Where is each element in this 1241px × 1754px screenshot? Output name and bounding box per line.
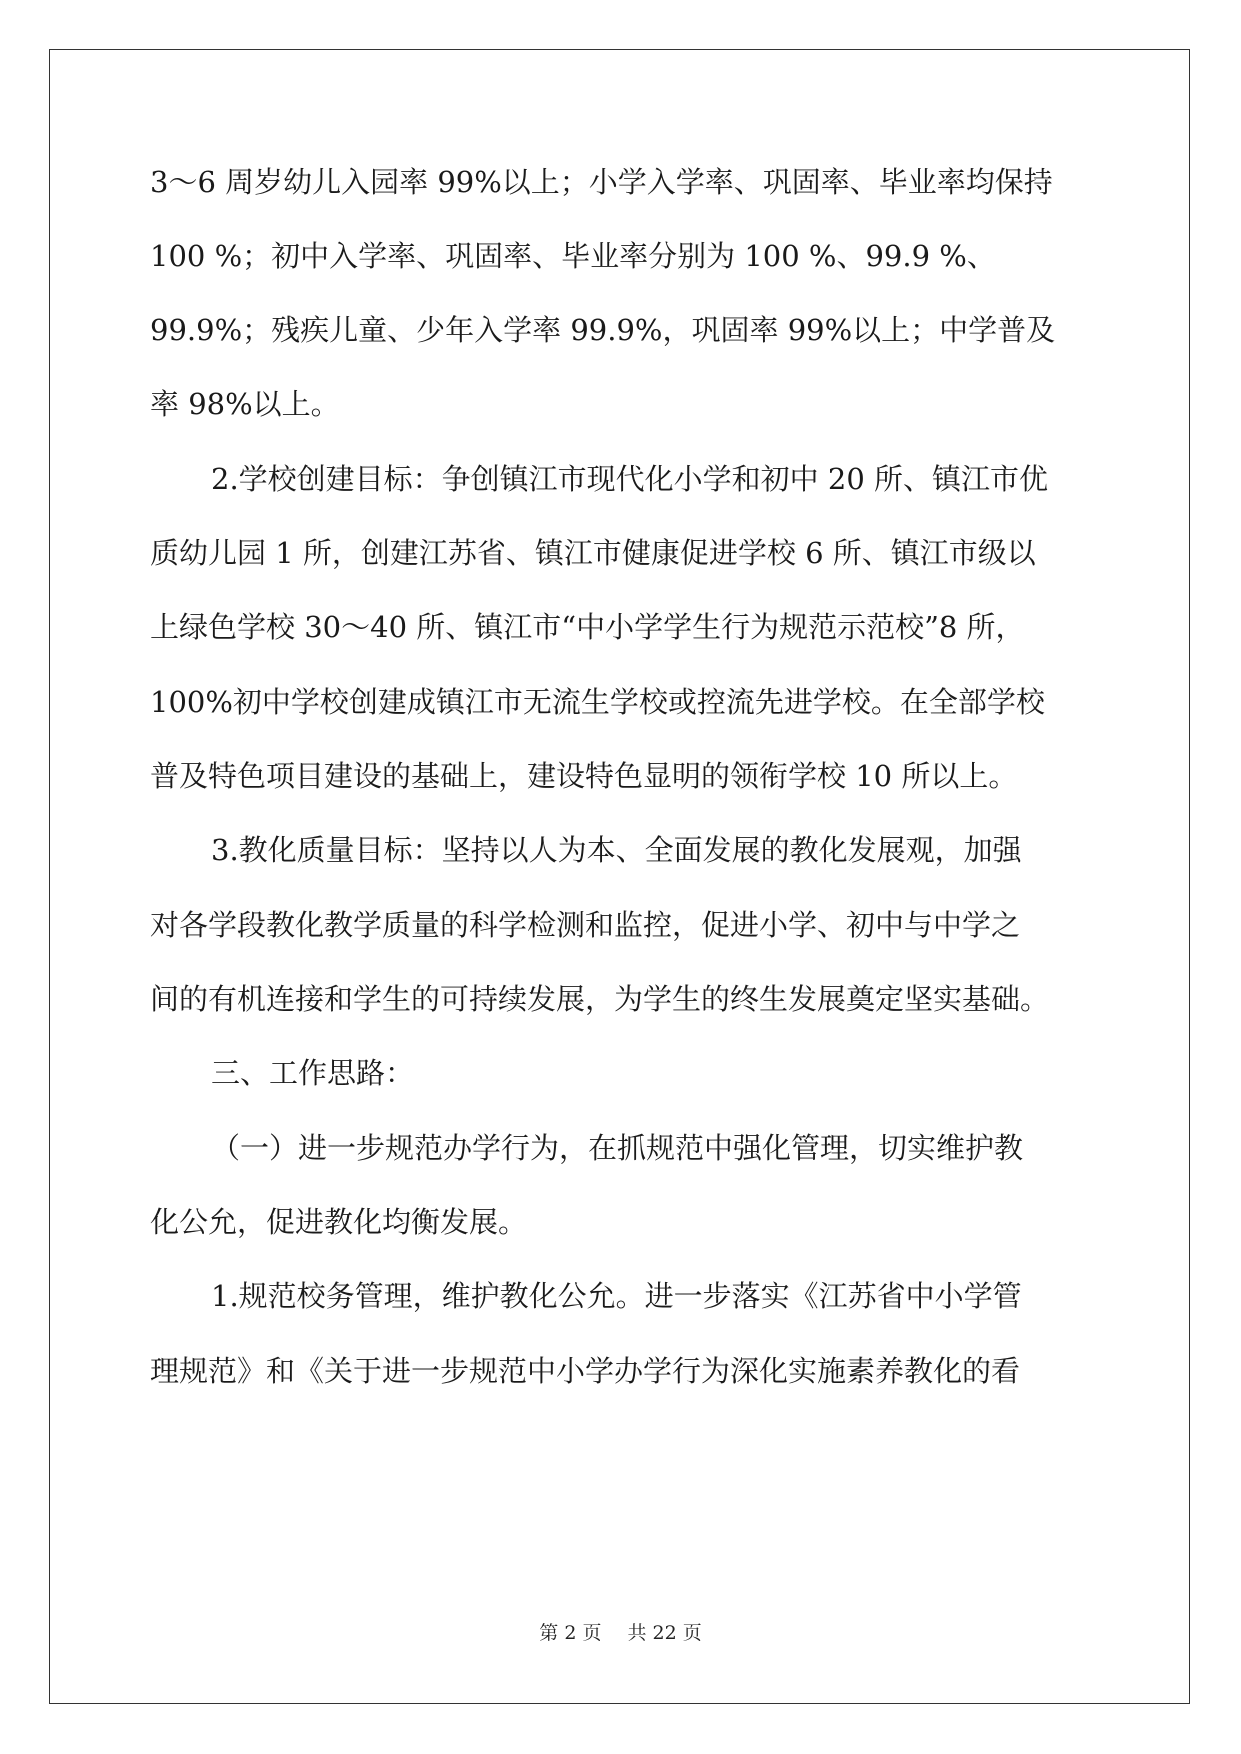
text-line-1: 3～6 周岁幼儿入园率 99%以上；小学入学率、巩固率、毕业率均保持 xyxy=(150,165,1053,199)
text-line-10: 3.教化质量目标：坚持以人为本、全面发展的教化发展观，加强 xyxy=(211,833,1022,867)
text-line-3: 99.9%；残疾儿童、少年入学率 99.9%，巩固率 99%以上；中学普及 xyxy=(150,313,1056,347)
page-footer xyxy=(0,1620,1241,1646)
text-line-7: 上绿色学校 30～40 所、镇江市“中小学学生行为规范示范校”8 所， xyxy=(150,610,1025,644)
text-line-11: 对各学段教化教学质量的科学检测和监控，促进小学、初中与中学之 xyxy=(150,908,1021,942)
page-number-current: 第 2 页 xyxy=(539,1622,602,1644)
text-line-4: 率 98%以上。 xyxy=(150,387,340,421)
text-line-2: 100 %；初中入学率、巩固率、毕业率分别为 100 %、99.9 %、 xyxy=(150,239,996,273)
text-line-6: 质幼儿园 1 所，创建江苏省、镇江市健康促进学校 6 所、镇江市级以 xyxy=(150,536,1036,570)
text-line-15: 化公允，促进教化均衡发展。 xyxy=(150,1205,528,1239)
text-line-17: 理规范》和《关于进一步规范中小学办学行为深化实施素养教化的看 xyxy=(150,1354,1021,1388)
text-line-12: 间的有机连接和学生的可持续发展，为学生的终生发展奠定坚实基础。 xyxy=(150,982,1050,1016)
text-line-5: 2.学校创建目标：争创镇江市现代化小学和初中 20 所、镇江市优 xyxy=(211,462,1049,496)
page-border xyxy=(49,49,1190,1704)
text-line-9: 普及特色项目建设的基础上，建设特色显明的领衔学校 10 所以上。 xyxy=(150,759,1018,793)
page-number-total: 共 22 页 xyxy=(627,1622,702,1644)
section-heading: 三、工作思路： xyxy=(211,1056,415,1090)
text-line-14: （一）进一步规范办学行为，在抓规范中强化管理，切实维护教 xyxy=(211,1131,1024,1165)
text-line-8: 100%初中学校创建成镇江市无流生学校或控流先进学校。在全部学校 xyxy=(150,685,1045,719)
text-line-16: 1.规范校务管理，维护教化公允。进一步落实《江苏省中小学管 xyxy=(211,1279,1022,1313)
